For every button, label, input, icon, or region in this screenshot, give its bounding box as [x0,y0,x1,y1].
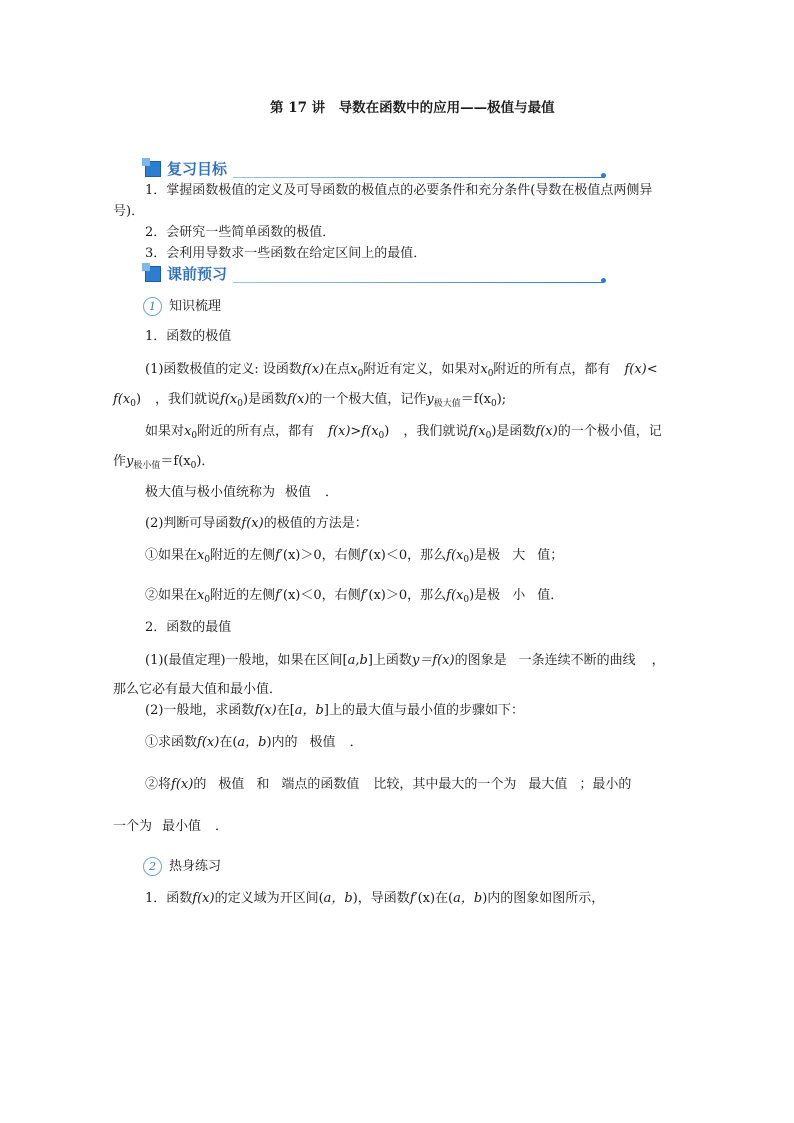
section-rule [233,177,605,178]
section-dot-icon [601,278,606,283]
knowledge-heading: 知识梳理 [169,299,222,314]
section-label: 课前预习 [167,265,228,283]
step-3: 一个为 最小值 ． [113,819,229,834]
section-label: 复习目标 [167,160,228,178]
max-value-theorem-cont: 那么它必有最大值和最小值． [113,682,283,697]
section-square-icon [145,266,161,282]
number-one-icon: 1 [143,297,162,316]
max-value-theorem: (1)(最值定理)一般地，如果在区间[a,b]上函数y＝f(x)的图象是 一条连续不断的曲线 ， [145,653,665,668]
review-item-1: 1．掌握函数极值的定义及可导函数的极值点的必要条件和充分条件(导数在极值点两侧异 [145,183,653,198]
step-1: ①求函数f(x)在(a，b)内的 极值 ． [145,735,363,750]
definition-line-2: $f(x_0)$ ，我们就说$f(x_0)$是函数f(x)的一个极大值，记作$y_{极大值}=f(x_0)$; [113,392,507,409]
steps-intro: (2)一般地，求函数f(x)在[a，b]上的最大值与最小值的步骤如下： [145,703,524,718]
section-header-preview [145,263,615,285]
condition-min: ②如果在$x_0$附近的左侧f′(x)＜0，右侧f′(x)＞0，那么$f(x_0)$是极 小 值． [145,588,564,605]
subsection-extrema: 1．函数的极值 [145,329,232,344]
subsection-maxmin: 2．函数的最值 [145,620,232,635]
step-2: ②将f(x)的 极值 和 端点的函数值 比较，其中最大的一个为 最大值 ；最小的 [145,777,632,792]
page-title: 第 17 讲 导数在函数中的应用——极值与最值 [270,100,555,116]
definition-line-4: 作$y_{极小值}=f(x_0)$． [113,454,215,471]
definition-line-1: (1)函数极值的定义: 设函数f(x)在点$x_0$附近有定义，如果对$x_0$附近的所有点，都有 f(x)< [145,362,658,379]
warmup-heading: 热身练习 [169,859,222,874]
condition-max: ①如果在$x_0$附近的左侧f′(x)＞0，右侧f′(x)＜0，那么$f(x_0)$是极 大 值； [145,548,564,565]
section-rule [233,282,603,283]
number-two-icon: 2 [143,857,162,876]
review-item-2: 2．会研究一些简单函数的极值． [145,225,336,240]
question-1: 1．函数f(x)的定义域为开区间(a，b)，导函数f′(x)在(a，b)内的图象如图所示， [145,891,605,906]
review-item-1-cont: 号)． [113,204,145,219]
section-header-review [145,158,615,180]
definition-line-3: 如果对$x_0$附近的所有点，都有 $f(x)>f(x_0)$ ，我们就说$f(x_0)$是函数f(x)的一个极小值，记 [145,424,662,441]
judge-method: (2)判断可导函数f(x)的极值的方法是： [145,516,368,531]
section-square-icon [145,161,161,177]
extrema-summary: 极大值与极小值统称为 极值 ． [145,485,339,500]
section-dot-icon [601,173,606,178]
review-item-3: 3．会利用导数求一些函数在给定区间上的最值． [145,246,427,261]
